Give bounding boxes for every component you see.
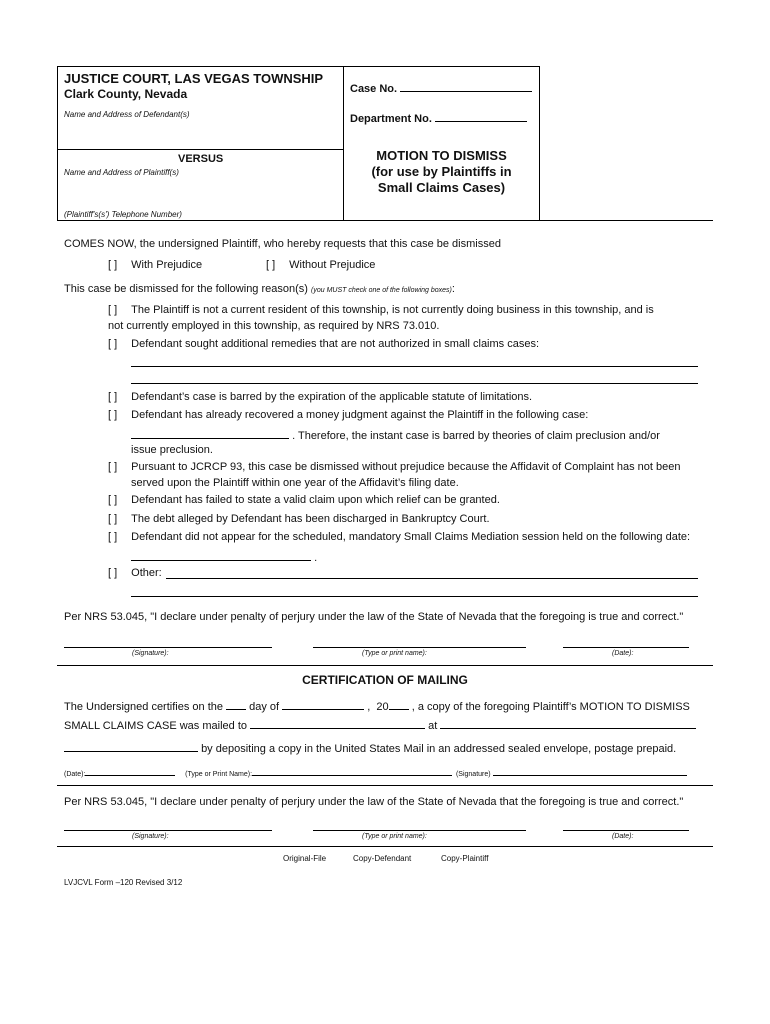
plaintiff-label: Name and Address of Plaintiff(s) [64, 168, 179, 177]
with-prejudice-label: With Prejudice [131, 259, 203, 271]
checkbox[interactable]: [ ] [108, 338, 118, 350]
section-divider [57, 665, 713, 666]
form-title-line-3: Small Claims Cases) [377, 180, 506, 195]
signature-label: (Signature): [132, 650, 169, 657]
mediation-date-field[interactable] [131, 549, 311, 561]
cert-day-field[interactable] [226, 698, 246, 710]
mediation-date-line: . [131, 549, 317, 564]
reason-invalid-claim[interactable]: [ ] Defendant has failed to state a valid claim upon which relief can be granted. [108, 494, 500, 506]
cert-title: CERTIFICATION OF MAILING [302, 673, 468, 687]
checkbox[interactable]: [ ] [108, 409, 118, 421]
cert-month-field[interactable] [282, 698, 364, 710]
form-title-line-1: MOTION TO DISMISS [376, 148, 507, 163]
department-no-field[interactable] [435, 110, 527, 122]
form-number: LVJCVL Form –120 Revised 3/12 [64, 878, 183, 887]
other-line-1[interactable] [166, 578, 698, 579]
header-right-border [539, 66, 540, 221]
bottom-divider [57, 846, 713, 847]
reasons-note: (you MUST check one of the following boxes) [311, 287, 452, 294]
case-no-label: Case No. [350, 80, 532, 95]
reason-bankruptcy[interactable]: [ ] The debt alleged by Defendant has been discharged in Bankruptcy Court. [108, 513, 490, 525]
cert-date-label: (Date): [612, 833, 634, 840]
copy-plaintiff: Copy-Plaintiff [441, 854, 489, 863]
cert-print-line[interactable] [313, 830, 526, 831]
copy-original: Original-File [283, 854, 327, 863]
print-name-line[interactable] [313, 647, 526, 648]
header-bottom-border [57, 220, 713, 221]
date-label: (Date): [612, 650, 634, 657]
cert-signature-field[interactable] [493, 767, 687, 776]
header-middle-border [343, 66, 344, 221]
checkbox[interactable]: [ ] [108, 513, 118, 525]
form-title-line-2: (for use by Plaintiffs in [371, 164, 512, 179]
mailed-address-cont-field[interactable] [64, 740, 198, 752]
case-no-field[interactable] [400, 80, 532, 92]
checkbox[interactable]: [ ] [108, 391, 118, 403]
cert-divider [57, 785, 713, 786]
cert-sig-line[interactable] [64, 830, 272, 831]
county-name: Clark County, Nevada [64, 87, 188, 101]
cert-line-3: by depositing a copy in the United States Mail in an addressed sealed envelope, postage prepaid. [64, 740, 676, 755]
cert-signature-row: (Date): (Type or Print Name): (Signature) [64, 767, 687, 778]
cert-date-field[interactable] [85, 767, 175, 776]
reason-other[interactable]: [ ] Other: [108, 567, 162, 579]
comes-now-text: COMES NOW, the undersigned Plaintiff, who hereby requests that this case be dismissed [64, 238, 501, 250]
cert-print-name-field[interactable] [252, 767, 452, 776]
cert-line-2: SMALL CLAIMS CASE was mailed to at [64, 717, 696, 732]
date-line[interactable] [563, 647, 689, 648]
print-name-label: (Type or print name): [362, 650, 427, 657]
reason-mediation[interactable]: [ ] Defendant did not appear for the scheduled, mandatory Small Claims Mediation session held on the following date: [108, 531, 691, 543]
cert-print-label: (Type or print name): [362, 833, 427, 840]
defendant-line [57, 149, 343, 150]
signature-line[interactable] [64, 647, 272, 648]
checkbox[interactable]: [ ] [108, 259, 118, 271]
defendant-label: Name and Address of Defendant(s) [64, 110, 190, 119]
checkbox[interactable]: [ ] [108, 567, 118, 579]
judgment-case-line: . Therefore, the instant case is barred by theories of claim preclusion and/or [131, 427, 660, 442]
cert-date-line[interactable] [563, 830, 689, 831]
without-prejudice-label: Without Prejudice [289, 259, 376, 271]
court-name: JUSTICE COURT, LAS VEGAS TOWNSHIP [64, 71, 324, 86]
perjury-declaration: Per NRS 53.045, "I declare under penalty of perjury under the law of the State of Nevada that the foregoing is true and correct." [64, 611, 684, 623]
versus-label: VERSUS [178, 153, 224, 165]
reason-unauthorized-remedies[interactable]: [ ] Defendant sought additional remedies that are not authorized in small claims cases: [108, 338, 540, 350]
department-no-label: Department No. [350, 110, 527, 125]
reason-statute-limitations[interactable]: [ ] Defendant’s case is barred by the expiration of the applicable statute of limitations. [108, 391, 533, 403]
without-prejudice-option[interactable] [266, 259, 375, 271]
checkbox[interactable]: [ ] [108, 461, 118, 473]
reason-not-resident-cont: not currently employed in this township, as required by NRS 73.010. [108, 320, 440, 332]
checkbox[interactable]: [ ] [108, 531, 118, 543]
checkbox[interactable]: [ ] [266, 259, 276, 271]
reason-jcrcp-93-cont: served upon the Plaintiff within one year of the Affidavit’s filing date. [131, 477, 459, 489]
reason-money-judgment[interactable]: [ ] Defendant has already recovered a money judgment against the Plaintiff in the following case: [108, 409, 589, 421]
reason-not-resident[interactable]: [ ] The Plaintiff is not a current resident of this township, is not currently doing business in this township, and is [108, 304, 654, 316]
header-left-border [57, 66, 58, 221]
other-line-2[interactable] [131, 596, 698, 597]
cert-sig-label: (Signature): [132, 833, 169, 840]
mailed-to-field[interactable] [250, 717, 425, 729]
reason-jcrcp-93[interactable]: [ ] Pursuant to JCRCP 93, this case be dismissed without prejudice because the Affidavit of Complaint has not been [108, 461, 681, 473]
checkbox[interactable]: [ ] [108, 304, 118, 316]
header-top-border [57, 66, 540, 67]
remedies-line-1[interactable] [131, 366, 698, 367]
judgment-case-field[interactable] [131, 427, 289, 439]
phone-label: (Plaintiff's(s') Telephone Number) [64, 210, 182, 219]
cert-perjury-declaration: Per NRS 53.045, "I declare under penalty of perjury under the law of the State of Nevada that the foregoing is true and correct." [64, 796, 684, 808]
cert-line-1: The Undersigned certifies on the day of , 20 , a copy of the foregoing Plaintiff’s MOTION TO DISMISS [64, 698, 690, 713]
remedies-line-2[interactable] [131, 383, 698, 384]
with-prejudice-option[interactable] [108, 259, 202, 271]
reasons-intro: This case be dismissed for the following reason(s) (you MUST check one of the following boxes): [64, 283, 455, 295]
copy-defendant: Copy-Defendant [353, 854, 412, 863]
issue-preclusion-text: issue preclusion. [131, 444, 213, 456]
form-title [344, 148, 539, 196]
mailed-address-field[interactable] [440, 717, 696, 729]
checkbox[interactable]: [ ] [108, 494, 118, 506]
cert-year-field[interactable] [389, 698, 409, 710]
